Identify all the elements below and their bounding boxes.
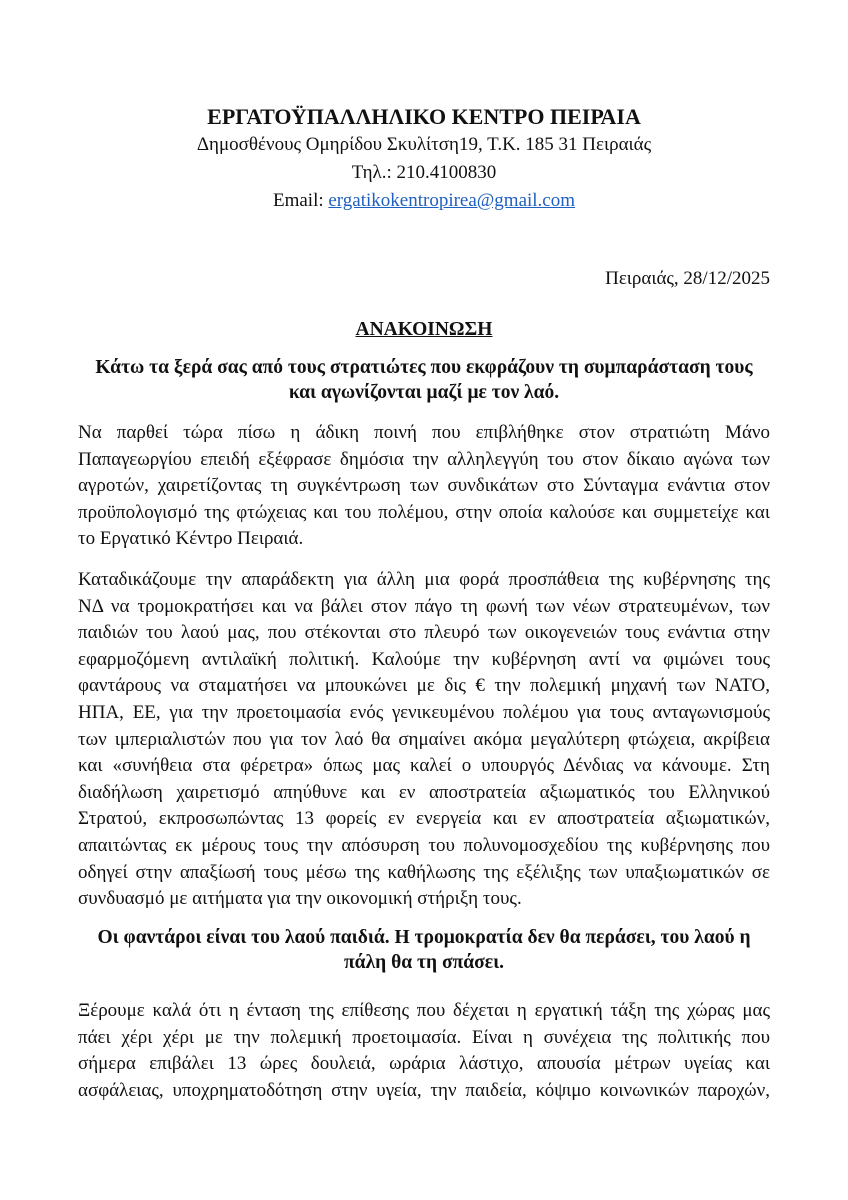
paragraph-line: συνδυασμό με αιτήματα για την οικονομική στήριξη τους. (78, 888, 522, 910)
paragraph-line: σήμερα επιβάλει 13 ώρες δουλειά, ωράρια λάστιχο, απουσία μέτρων υγείας και (78, 1053, 770, 1075)
subtitle-line: Κάτω τα ξερά σας από τους στρατιώτες που εκφράζουν τη συμπαράσταση τους (95, 357, 753, 378)
paragraph-1 (78, 420, 770, 553)
paragraph-line: διαδήλωση χαιρετισμό απηύθυνε και εν αποστρατεία αξιωματικός του Ελληνικού (78, 781, 770, 803)
paragraph-line: παιδιών του λαού μας, που στέκονται στο πλευρό των οικογενειών τους ενάντια στην (78, 622, 770, 644)
slogan-line: πάλη θα τη σπάσει. (344, 951, 504, 973)
paragraph-line: προϋπολογισμό της φτώχειας και του πολέμου, στην οποία καλούσε και συμμετείχε και (78, 501, 770, 523)
paragraph-line: ΝΔ να τρομοκρατήσει και να βάλει στον πάγο τη φωνή των νέων στρατευμένων, των (78, 595, 770, 617)
notice-title: ΑΝΑΚΟΙΝΩΣΗ (355, 319, 493, 340)
subtitle (78, 356, 770, 405)
organization-name: ΕΡΓΑΤΟΫΠΑΛΛΗΛΙΚΟ ΚΕΝΤΡΟ ΠΕΙΡΑΙΑ (207, 104, 641, 129)
paragraph-3 (78, 998, 770, 1104)
paragraph-line: Παπαγεωργίου επειδή εξέφρασε δημόσια την αλληλεγγύη του στον δίκαιο αγώνα των (78, 448, 770, 470)
paragraph-line: ΗΠΑ, ΕΕ, για την προετοιμασία ενός γενικευμένου πολέμου για τους ανταγωνισμούς (78, 701, 770, 723)
paragraph-line: Στρατού, εκπροσωπώντας 13 φορείς εν ενεργεία και εν αποστρατεία αξιωματικών, (78, 808, 770, 830)
slogan (78, 926, 770, 975)
address: Δημοσθένους Ομηρίδου Σκυλίτση19, Τ.Κ. 185 31 Πειραιάς (196, 134, 652, 155)
email-label: Email: (272, 190, 329, 211)
paragraph-line: και «συνήθεια στα φέρετρα» όπως μας καλεί ο υπουργός Δένδιας να κάνουμε. Στη (78, 755, 770, 777)
paragraph-line: οδηγεί στην απαξίωσή τους μέσω της καθήλωσης της εξέλιξης των υπαξιωματικών σε (78, 861, 770, 883)
paragraph-line: απαιτώντας εκ μέρους τους την απόσυρση του πολυνομοσχεδίου της κυβέρνησης που (78, 834, 770, 856)
paragraph-line: ασφάλειας, υποχρηματοδότηση στην υγεία, την παιδεία, κόψιμο κοινωνικών παροχών, (78, 1079, 770, 1101)
letterhead (78, 103, 770, 215)
date: Πειραιάς, 28/12/2025 (605, 268, 770, 289)
paragraph-line: το Εργατικό Κέντρο Πειραιά. (78, 528, 304, 550)
paragraph-line: των ιμπεριαλιστών που για τον λαό θα σημαίνει ακόμα μεγαλύτερη φτώχεια, ακρίβεια (78, 728, 770, 750)
paragraph-line: Καταδικάζουμε την απαράδεκτη για άλλη μια φορά προσπάθεια της κυβέρνησης της (78, 569, 770, 590)
paragraph-2 (78, 567, 770, 913)
notice-title-wrap (78, 317, 770, 343)
slogan-line: Οι φαντάροι είναι του λαού παιδιά. Η τρομοκρατία δεν θα περάσει, του λαού η (97, 927, 751, 948)
email-line (78, 187, 770, 215)
phone: Τηλ.: 210.4100830 (351, 162, 497, 183)
email-link[interactable]: ergatikokentropirea@gmail.com (328, 190, 576, 211)
paragraph-line: αγροτών, χαιρετίζοντας τη συγκέντρωση των συνδικάτων στο Σύνταγμα ενάντια στον (78, 475, 770, 497)
subtitle-line: και αγωνίζονται μαζί με τον λαό. (288, 381, 560, 403)
paragraph-line: Ξέρουμε καλά ότι η ένταση της επίθεσης που δέχεται η εργατική τάξη της χώρας μας (78, 1000, 770, 1021)
paragraph-line: πάει χέρι χέρι με την πολεμική προετοιμασία. Είναι η συνέχεια της πολιτικής που (78, 1026, 770, 1048)
paragraph-line: φαντάρους να σταματήσει να μπουκώνει με δις € την πολεμική μηχανή των ΝΑΤΟ, (78, 675, 770, 697)
paragraph-line: εφαρμοζόμενη αντιλαϊκή πολιτική. Καλούμε την κυβέρνηση αντί να φιμώνει τους (78, 648, 770, 670)
paragraph-line: Να παρθεί τώρα πίσω η άδικη ποινή που επιβλήθηκε στον στρατιώτη Μάνο (78, 422, 770, 443)
